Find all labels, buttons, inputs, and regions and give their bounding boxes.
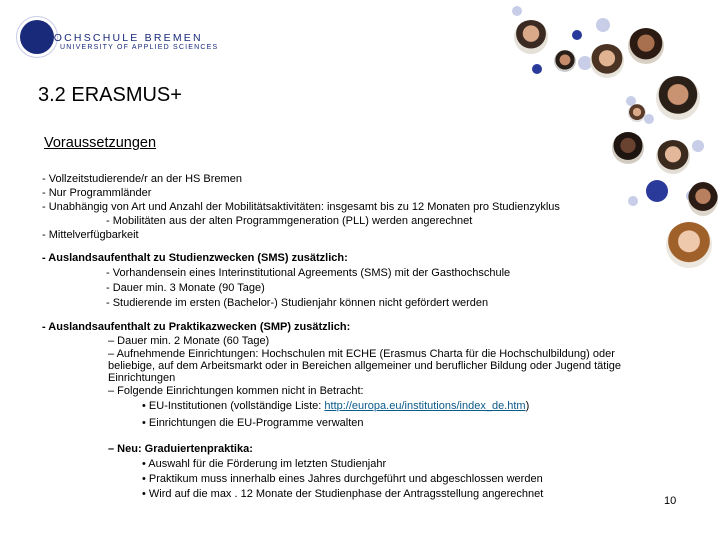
general-item: - Unabhängig von Art und Anzahl der Mobilitätsaktivitäten: insgesamt bis zu 12 Monaten pro Studienzyklus bbox=[42, 201, 560, 213]
sms-item: - Vorhandensein eines Interinstitutional Agreements (SMS) mit der Gasthochschule bbox=[106, 267, 511, 279]
exclusion-item bbox=[42, 399, 662, 413]
logo-name: HOCHSCHULE BREMEN bbox=[44, 32, 203, 44]
student-photo bbox=[628, 28, 664, 64]
student-photo bbox=[666, 222, 712, 268]
decorative-dot bbox=[512, 6, 522, 16]
exclusion-text: • EU-Institutionen (vollständige Liste: bbox=[142, 400, 325, 412]
graduates-item: • Wird auf die max . 12 Monate der Studienphase der Antragsstellung angerechnet bbox=[142, 488, 544, 500]
smp-heading: - Auslandsaufenthalt zu Praktikazwecken (SMP) zusätzlich: bbox=[42, 321, 351, 333]
smp-item: – Folgende Einrichtungen kommen nicht in Betracht: bbox=[108, 385, 364, 397]
student-photo bbox=[688, 182, 718, 216]
section-subheading: Voraussetzungen bbox=[44, 135, 157, 151]
student-photo bbox=[656, 76, 700, 120]
student-photo bbox=[656, 140, 690, 174]
hochschule-logo bbox=[14, 14, 224, 64]
general-item: - Mittelverfügbarkeit bbox=[42, 229, 139, 241]
page-number: 10 bbox=[664, 495, 677, 507]
sms-heading: - Auslandsaufenthalt zu Studienzwecken (SMS) zusätzlich: bbox=[42, 252, 348, 264]
exclusion-text: ) bbox=[525, 400, 530, 412]
graduates-item: • Praktikum muss innerhalb eines Jahres durchgeführt und abgeschlossen werden bbox=[142, 473, 543, 485]
decorative-dot bbox=[596, 18, 610, 32]
slide-title: 3.2 ERASMUS+ bbox=[38, 84, 182, 106]
requirements-body bbox=[42, 172, 662, 501]
graduates-heading: – Neu: Graduiertenpraktika: bbox=[108, 443, 253, 455]
logo-subtitle: UNIVERSITY OF APPLIED SCIENCES bbox=[60, 44, 219, 51]
sms-item: - Dauer min. 3 Monate (90 Tage) bbox=[106, 282, 265, 294]
decorative-dot bbox=[692, 140, 704, 152]
student-photo bbox=[612, 132, 644, 164]
sms-item: - Studierende im ersten (Bachelor-) Studienjahr können nicht gefördert werden bbox=[106, 297, 489, 309]
exclusion-item: • Einrichtungen die EU-Programme verwalten bbox=[142, 417, 364, 429]
decorative-dot bbox=[572, 30, 582, 40]
student-photo bbox=[590, 44, 624, 78]
student-photo bbox=[514, 20, 548, 54]
student-photo bbox=[628, 104, 646, 122]
decorative-dot bbox=[532, 64, 542, 74]
graduates-item: • Auswahl für die Förderung im letzten Studienjahr bbox=[142, 458, 387, 470]
general-subitem: - Mobilitäten aus der alten Programmgeneration (PLL) werden angerechnet bbox=[106, 215, 473, 227]
general-item: - Vollzeitstudierende/r an der HS Bremen bbox=[42, 173, 242, 185]
eu-institutions-link[interactable]: http://europa.eu/institutions/index_de.htm bbox=[324, 400, 526, 412]
smp-item: – Dauer min. 2 Monate (60 Tage) bbox=[108, 335, 270, 347]
smp-item: – Aufnehmende Einrichtungen: Hochschulen mit ECHE (Erasmus Charta für die Hochschulbildung) oder beliebige, auf dem Arbeitsmarkt oder in Bereichen allgemeiner und beruflicher Bildung oder Jugend tätige Einrichtungen bbox=[108, 348, 622, 384]
general-item: - Nur Programmländer bbox=[42, 187, 152, 199]
student-photo bbox=[554, 50, 576, 72]
